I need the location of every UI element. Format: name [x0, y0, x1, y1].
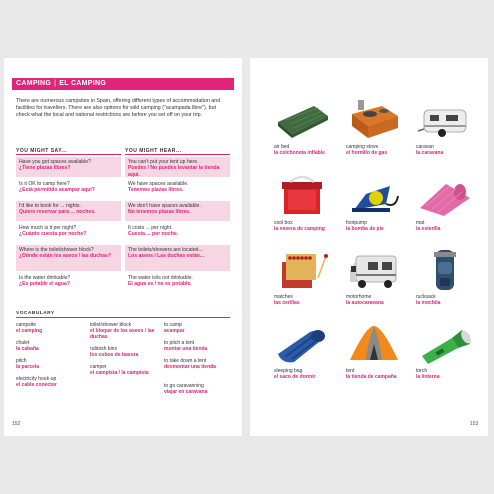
hear-heading: YOU MIGHT HEAR... — [125, 148, 182, 154]
footpump-icon — [346, 174, 402, 218]
page-number-right: 153 — [470, 421, 479, 427]
picture-item: air bed la colchoneta inflable — [274, 98, 336, 156]
picture-item: mat la esterilla — [416, 174, 478, 232]
hear-rule — [125, 154, 230, 155]
torch-icon — [416, 322, 472, 366]
hear-phrase: We have spaces available. Tenemos plazas libres. — [128, 181, 189, 194]
vocab-item: camper el campista / la campista — [90, 364, 149, 377]
say-phrase: Have you got spaces available? ¿Tiene plazas libres? — [16, 157, 121, 177]
picture-item: sleeping bag el saco de dormir — [274, 322, 336, 380]
picture-item: motorhome la autocaravana — [346, 248, 408, 306]
say-rule — [16, 154, 121, 155]
say-heading: YOU MIGHT SAY... — [16, 148, 68, 154]
vocab-item: pitch la parcela — [16, 358, 40, 371]
picture-item: caravan la caravana — [416, 98, 478, 156]
hear-phrase: The water is/is not drinkable. El agua es / no es potable. — [128, 275, 193, 288]
motorhome-icon — [346, 248, 402, 292]
vocab-item: toilet/shower block el bloque de los aseos / las duchas — [90, 322, 155, 341]
vocab-item: to go caravanning viajar en caravana — [164, 383, 208, 396]
air-bed-icon — [274, 98, 330, 142]
hear-phrase: The toilets/showers are located... Los aseos / Las duchas están... — [125, 245, 230, 271]
rucksack-icon — [416, 248, 472, 292]
right-page — [250, 58, 488, 436]
say-phrase: Where is the toilet/shower block? ¿Dónde están los aseos / las duchas? — [16, 245, 121, 271]
picture-item: cool box la nevera de camping — [274, 174, 336, 232]
mat-icon — [416, 174, 472, 218]
hear-phrase: We don't have spaces available. No tenemos plazas libres. — [125, 201, 230, 221]
intro-text: There are numerous campsites in Spain, offering different types of accommodation and facilities for travellers. There are also options for wild camping ("acampada libre"), but check what the local and national restrictions are before you set off on your trip. — [16, 98, 221, 119]
matches-icon — [274, 248, 330, 292]
picture-item: matches las cerillas — [274, 248, 336, 306]
vocab-heading: VOCABULARY — [16, 311, 55, 316]
vocab-item: to take down a tent desmontar una tienda — [164, 358, 216, 371]
picture-item: torch la linterna — [416, 322, 478, 380]
say-phrase: How much is it per night? ¿Cuánto cuesta por noche? — [19, 225, 87, 238]
topic-title: CAMPING — [16, 80, 52, 87]
vocab-rule — [16, 317, 230, 318]
vocab-item: to pitch a tent montar una tienda — [164, 340, 208, 353]
say-phrase: I'd like to book for ... nights. Quiero reservar para ... noches. — [16, 201, 121, 221]
vocab-item: campsite el camping — [16, 322, 43, 335]
vocab-item: chalet la cabaña — [16, 340, 39, 353]
hear-phrase: You can't put your tent up here. Puedes / No puedes levantar la tienda aquí. — [125, 157, 230, 177]
picture-item: rucksack la mochila — [416, 248, 478, 306]
vocab-item: rubbish bins los cubos de basura — [90, 346, 139, 359]
hear-phrase: It costs ... per night. Cuesta ... por noche. — [128, 225, 179, 238]
tent-icon — [346, 322, 402, 366]
page-number-left: 152 — [12, 421, 21, 427]
picture-item: camping stove el hornillo de gas — [346, 98, 408, 156]
picture-item: footpump la bomba de pie — [346, 174, 408, 232]
picture-item: tent la tienda de campaña — [346, 322, 408, 380]
sleeping-bag-icon — [274, 322, 330, 366]
vocab-item: electricity hook-up el cable conector — [16, 376, 57, 389]
topic-bar: CAMPING | EL CAMPING — [12, 78, 234, 90]
topic-title-es: EL CAMPING — [59, 80, 107, 87]
left-page — [4, 58, 242, 436]
camping-stove-icon — [346, 98, 402, 142]
say-phrase: Is the water drinkable? ¿Es potable el agua? — [19, 275, 71, 288]
say-phrase: Is it OK to camp here? ¿Está permitido acampar aquí? — [19, 181, 95, 194]
cool-box-icon — [274, 174, 330, 218]
caravan-icon — [416, 98, 472, 142]
vocab-item: to camp acampar — [164, 322, 185, 335]
